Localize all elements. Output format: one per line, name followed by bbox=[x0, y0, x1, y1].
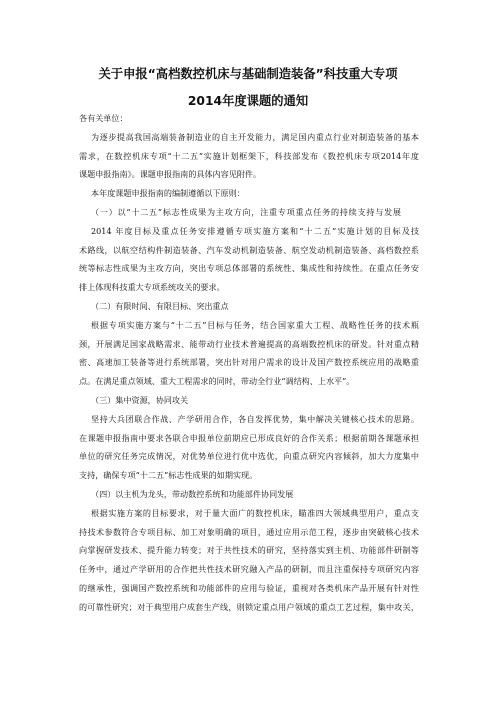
body-line: 为逐步提高我国高端装备制造业的自主开发能力，满足国内重点行业对制造装备的基本 bbox=[91, 132, 419, 142]
document-title-line-2: 2014年度课题的通知 bbox=[187, 94, 309, 108]
body-line: 坚持大兵团联合作战、产学研用合作，各自发挥优势，集中解决关键核心技术的思路。 bbox=[91, 414, 419, 424]
body-line: 任务中，通过产学研用的合作把共性技术研究融入产品的研制，而且注重保持专项研究内容 bbox=[79, 564, 419, 574]
section-heading-4: （四）以主机为龙头，带动数控系统和功能部件协同发展 bbox=[91, 489, 294, 499]
body-line: 颈，开展满足国家战略需求、能带动行业技术普遍提高的高端数控机床的研发。针对重点精 bbox=[79, 339, 419, 349]
body-line: 根据专项实施方案与“十二五”目标与任务，结合国家重大工程、战略性任务的技术瓶 bbox=[91, 320, 419, 330]
body-line: 需求，在数控机床专项“十二五”实施计划框架下，科技部发布《数控机床专项2014年度 bbox=[79, 151, 419, 161]
body-line: 持技术参数符合专项目标、加工对象明确的项目，通过应用示范工程，逐步由突破核心技术 bbox=[79, 527, 419, 537]
body-line: 点。在满足重点领域、重大工程需求的同时，带动全行业“调结构、上水平”。 bbox=[79, 376, 355, 386]
document-title-line-1: 关于申报“高档数控机床与基础制造装备”科技重大专项 bbox=[98, 67, 398, 81]
section-heading-3: （三）集中资源，协同攻关 bbox=[91, 395, 189, 405]
body-line: 2014 年度目标及重点任务安排遵循专项实施方案和“十二五”实施计划的目标及技 bbox=[91, 226, 419, 236]
body-line: 的继承性，强调国产数控系统和功能部件的应用与验证，重视对各类机床产品开展有针对性 bbox=[79, 583, 419, 593]
section-heading-1: （一）以“十二五”标志性成果为主攻方向，注重专项重点任务的持续支持与发展 bbox=[91, 207, 401, 217]
body-line: 向掌握研发技术、提升能力转变；对于共性技术的研究，坚持落实到主机、功能部件研制等 bbox=[79, 545, 419, 555]
body-line: 排上体现科技重大专项系统攻关的要求。 bbox=[79, 282, 225, 292]
body-line: 支持，确保专项“十二五”标志性成果的如期实现。 bbox=[79, 470, 258, 480]
body-line: 根据实施方案的目标要求，对于量大面广的数控机床，瞄准四大领域典型用户，重点支 bbox=[91, 508, 419, 518]
body-line: 课题申报指南》。课题申报指南的具体内容见附件。 bbox=[79, 169, 262, 179]
body-line: 在课题申报指南中要求各联合申报单位前期应已形成良好的合作关系；根据前期各课题承担 bbox=[79, 433, 419, 443]
salutation: 各有关单位： bbox=[79, 113, 128, 123]
body-line: 统等标志性成果为主攻方向，突出专项总体部署的系统性、集成性和持续性。在重点任务安 bbox=[79, 263, 419, 273]
body-line: 本年度课题申报指南的编制遵循以下原则： bbox=[91, 188, 245, 198]
body-line: 单位的研究任务完成情况，对优势单位进行优中选优，向重点研究内容倾斜，加大力度集中 bbox=[79, 451, 419, 461]
body-line: 密、高速加工装备等进行系统部署，突出针对用户需求的设计及国产数控系统应用的战略重 bbox=[79, 357, 419, 367]
body-line: 术路线，以航空结构件制造装备、汽车发动机制造装备、航空发动机制造装备、高档数控系 bbox=[79, 245, 419, 255]
section-heading-2: （二）有限时间、有限目标、突出重点 bbox=[91, 301, 229, 311]
body-line: 的可靠性研究；对于典型用户成套生产线，则锁定重点用户领域的重点工艺过程，集中攻关， bbox=[79, 602, 419, 612]
